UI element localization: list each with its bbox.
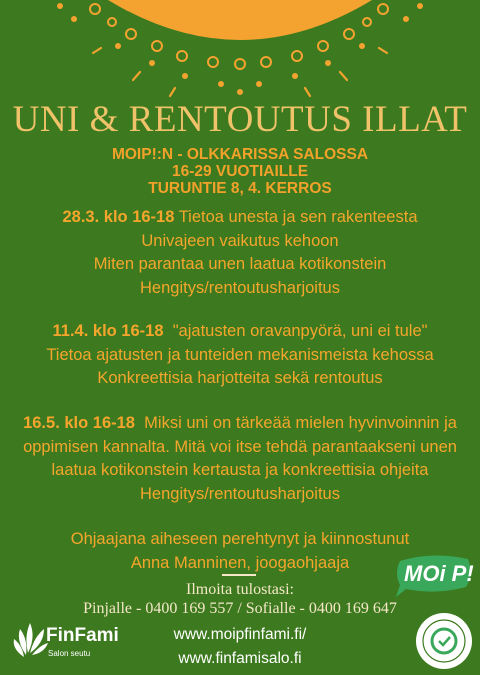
session-topic: Miksi uni on tärkeää mielen hyvinvoinnin ja bbox=[144, 414, 457, 432]
session-line: Hengitys/rentoutusharjoitus bbox=[140, 278, 340, 297]
badge-seal-icon bbox=[415, 612, 473, 670]
finfami-name: FinFami bbox=[46, 625, 119, 646]
session-line: Konkreettisia harjotteita sekä rentoutus bbox=[97, 369, 383, 387]
session-line: Miten parantaa unen laatua kotikonstein bbox=[93, 255, 387, 273]
subtitle-line: TURUNTIE 8, 4. KERROS bbox=[148, 180, 332, 197]
organization-badge bbox=[415, 612, 473, 670]
instructor-line: Anna Manninen, joogaohjaaja bbox=[130, 553, 350, 572]
session-line: laatua kotikonstein kertausta ja konkreettisia ohjeita bbox=[51, 461, 429, 479]
moip-text: MOi P! bbox=[404, 561, 474, 586]
session-heading bbox=[0, 412, 480, 436]
finfami-logo bbox=[10, 607, 130, 667]
session-heading bbox=[0, 320, 480, 344]
session-block-2 bbox=[0, 320, 480, 391]
signup-phones: Pinjalle - 0400 169 557 / Sofialle - 0400 169 647 bbox=[83, 600, 397, 617]
poster-title: UNI & RENTOUTUS ILLAT bbox=[12, 99, 468, 140]
session-date: 16.5. klo 16-18 bbox=[23, 414, 135, 432]
subtitle-line: MOIP!:N - OLKKARISSA SALOSSA bbox=[111, 146, 369, 163]
session-line: Hengitys/rentoutusharjoitus bbox=[140, 484, 340, 503]
session-block-3 bbox=[0, 412, 480, 506]
finfami-subname: Salon seutu bbox=[48, 649, 91, 658]
signup-heading: Ilmoita tulostasi: bbox=[186, 581, 294, 598]
session-topic: "ajatusten oravanpyörä, uni ei tule" bbox=[172, 322, 428, 340]
leaf-icon bbox=[10, 609, 50, 665]
session-date: 11.4. klo 16-18 bbox=[52, 322, 164, 340]
session-topic: Tietoa unesta ja sen rakenteesta bbox=[178, 208, 418, 226]
session-date: 28.3. klo 16-18 bbox=[62, 208, 175, 226]
session-line: oppimisen kannalta. Mitä voi itse tehdä parantaakseni unen bbox=[23, 437, 457, 456]
instructor-line: Ohjaajana aiheseen perehtynyt ja kiinnostunut bbox=[70, 530, 410, 548]
subtitle-line: 16-29 VUOTIAILLE bbox=[171, 163, 309, 180]
moip-logo bbox=[392, 553, 474, 599]
session-line: Univajeen vaikutus kehoon bbox=[141, 231, 339, 250]
instructor-underline bbox=[222, 574, 256, 576]
session-block-1 bbox=[0, 206, 480, 300]
website-link[interactable]: www.finfamisalo.fi bbox=[178, 650, 302, 667]
session-line: Tietoa ajatusten ja tunteiden mekanismeista kehossa bbox=[46, 345, 434, 364]
mandala-decoration bbox=[0, 0, 480, 100]
website-link[interactable]: www.moipfinfami.fi/ bbox=[173, 626, 307, 643]
session-heading bbox=[0, 206, 480, 230]
